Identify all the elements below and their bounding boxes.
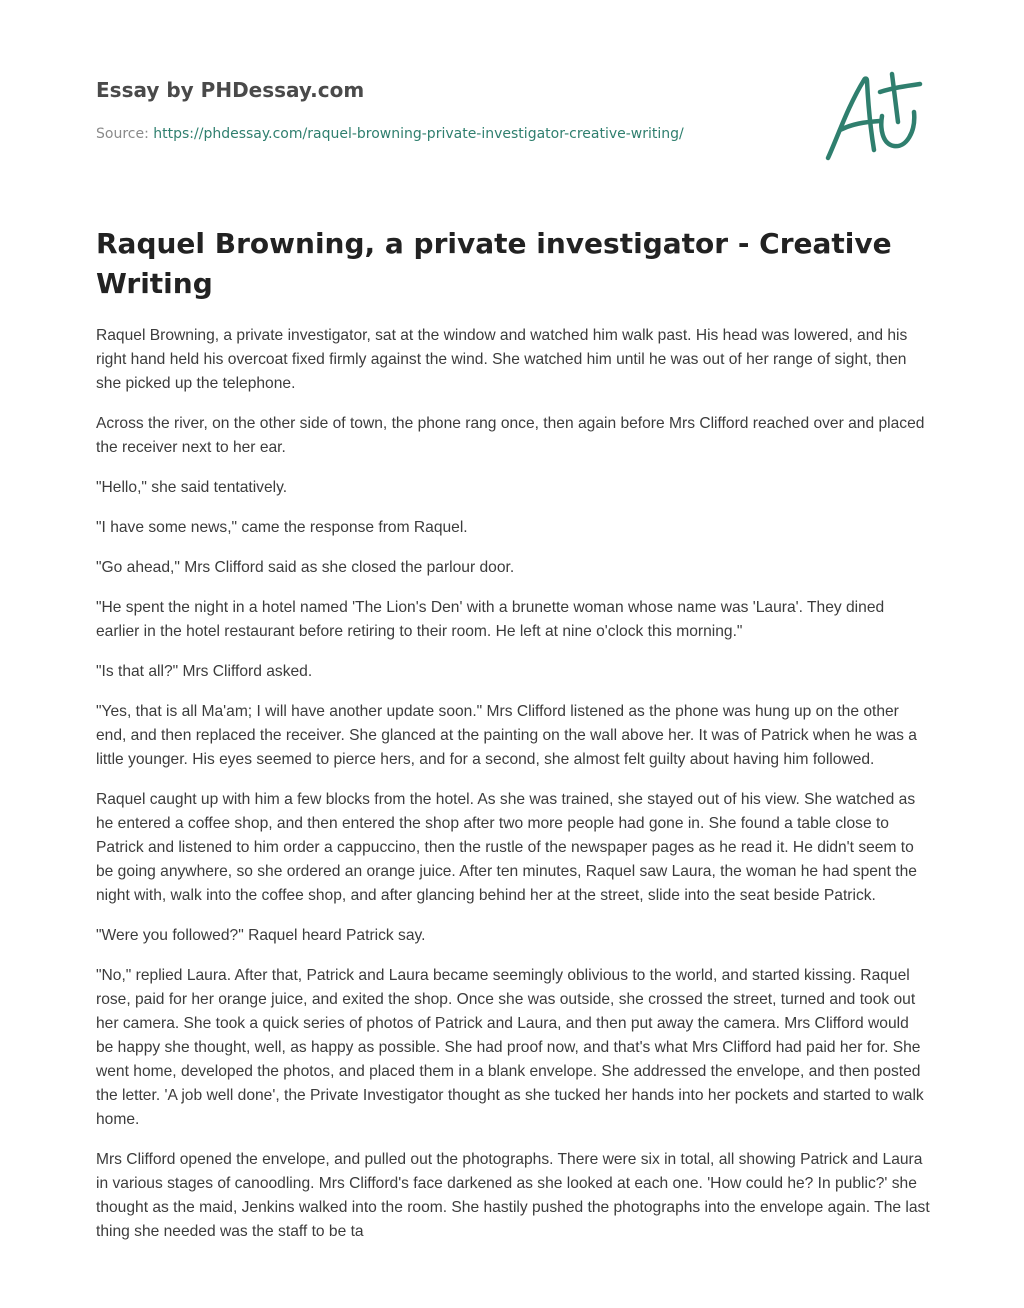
essay-paragraph: "Were you followed?" Raquel heard Patrick say.	[96, 927, 426, 944]
essay-body	[96, 324, 930, 1260]
essay-paragraph: "I have some news," came the response from Raquel.	[96, 519, 468, 536]
essay-title: Raquel Browning, a private investigator - Creative Writing	[96, 227, 892, 300]
essay-paragraph: "He spent the night in a hotel named 'The Lion's Den' with a brunette woman whose name was 'Laura'. They dined earlier in the hotel restaurant before retiring to their room. He left at nine o'clock this morning."	[96, 599, 885, 640]
essay-paragraph: "Hello," she said tentatively.	[96, 479, 288, 496]
essay-paragraph: Raquel Browning, a private investigator, sat at the window and watched him walk past. His head was lowered, and his right hand held his overcoat fixed firmly against the wind. She watched him until he was out of her range of sight, then she picked up the telephone.	[96, 327, 908, 392]
essay-paragraph: Across the river, on the other side of town, the phone rang once, then again before Mrs Clifford reached over and placed the receiver next to her ear.	[96, 415, 925, 456]
page-header	[96, 76, 796, 144]
essay-paragraph: "Go ahead," Mrs Clifford said as she closed the parlour door.	[96, 559, 515, 576]
source-line	[96, 124, 796, 144]
essay-paragraph: Raquel caught up with him a few blocks from the hotel. As she was trained, she stayed out of his view. She watched as he entered a coffee shop, and then entered the shop after two more people had gone in. She found a table close to Patrick and listened to him order a cappuccino, then the rustle of the newspaper pages as he read it. He didn't seem to be going anywhere, so she ordered an orange juice. After ten minutes, Raquel saw Laura, the woman he had spent the night with, walk into the coffee shop, and after glancing behind her at the street, slide into the seat beside Patrick.	[96, 791, 917, 904]
essay-paragraph: "Is that all?" Mrs Clifford asked.	[96, 663, 313, 680]
a-plus-logo-icon	[818, 66, 928, 166]
essay-paragraph: "No," replied Laura. After that, Patrick and Laura became seemingly oblivious to the world, and started kissing. Raquel rose, paid for her orange juice, and exited the shop. Once she was outside, she crossed the street, turned and took out her camera. She took a quick series of photos of Patrick and Laura, and then put away the camera. Mrs Clifford would be happy she thought, well, as happy as possible. She had proof now, and that's what Mrs Clifford had paid her for. She went home, developed the photos, and placed them in a blank envelope. She addressed the envelope, and then posted the letter. 'A job well done', the Private Investigator thought as she tucked her hands into her pockets and started to walk home.	[96, 967, 924, 1128]
source-label: Source:	[96, 126, 154, 142]
brand-title: Essay by PHDessay.com	[96, 78, 365, 102]
source-link[interactable]: https://phdessay.com/raquel-browning-private-investigator-creative-writing/	[153, 126, 684, 142]
essay-paragraph: "Yes, that is all Ma'am; I will have another update soon." Mrs Clifford listened as the phone was hung up on the other end, and then replaced the receiver. She glanced at the painting on the wall above her. It was of Patrick when he was a little younger. His eyes seemed to pierce hers, and for a second, she almost felt guilty about having him followed.	[96, 703, 917, 768]
essay-paragraph: Mrs Clifford opened the envelope, and pulled out the photographs. There were six in total, all showing Patrick and Laura in various stages of canoodling. Mrs Clifford's face darkened as she looked at each one. 'How could he? In public?' she thought as the maid, Jenkins walked into the room. She hastily pushed the photographs into the envelope again. The last thing she needed was the staff to be ta	[96, 1151, 930, 1240]
